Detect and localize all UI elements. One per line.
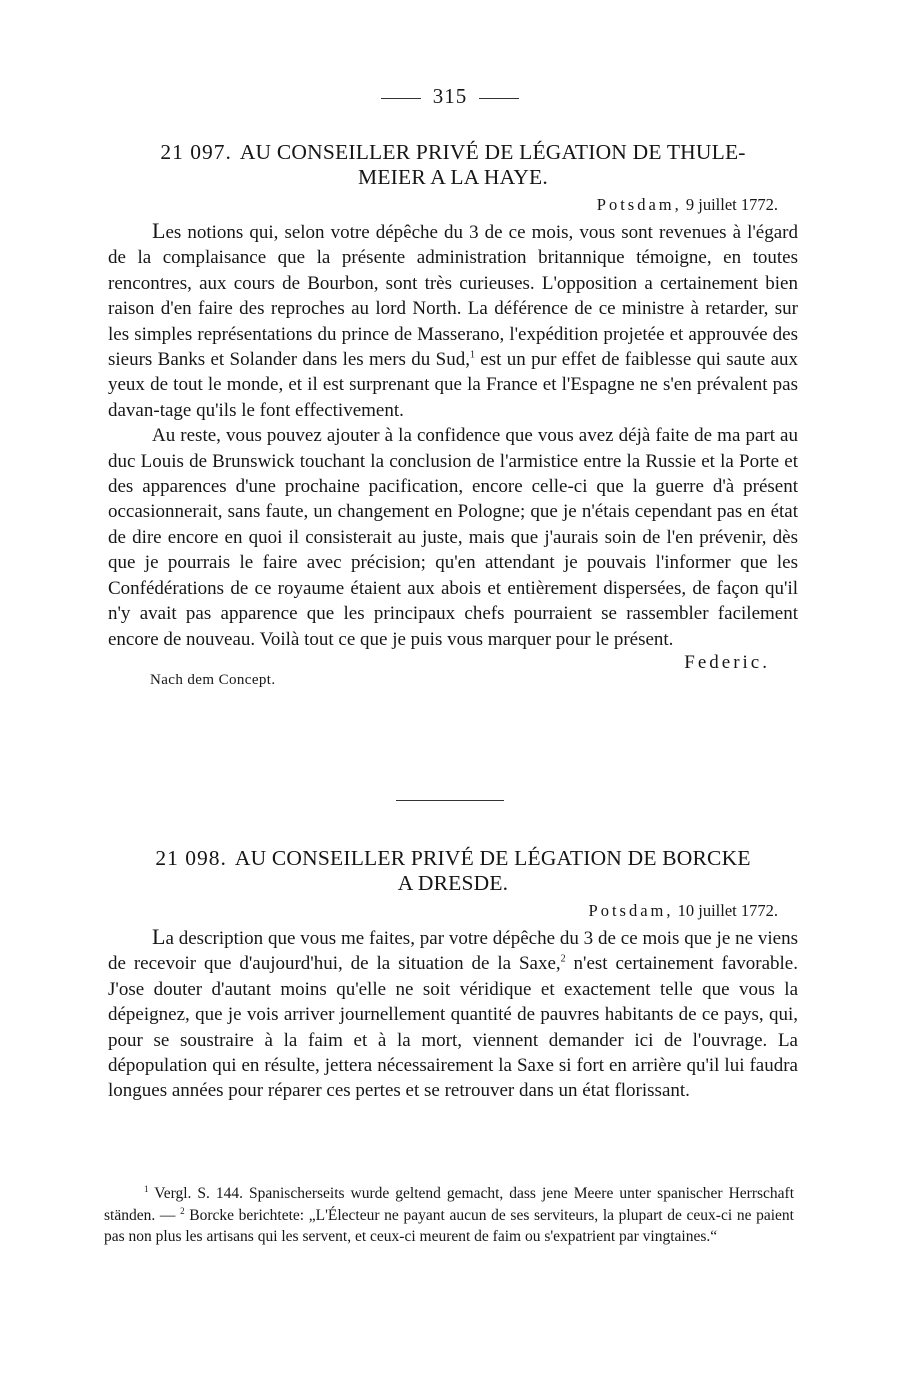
letter-heading bbox=[108, 846, 798, 896]
page-number: 315 bbox=[432, 84, 468, 108]
letter-heading bbox=[108, 140, 798, 190]
paragraph-text: est un pur effet de faiblesse qui saute aux yeux de tout le monde, et il est surprenant que la France et l'Espagne ne s'en prévalent pas davan-tage qu'ils le font effectivement. bbox=[108, 349, 799, 421]
heading-line-1: AU CONSEILLER PRIVÉ DE LÉGATION DE BORCKE bbox=[234, 846, 751, 870]
dateline-place: Potsdam, bbox=[588, 901, 674, 920]
initial-letter: L bbox=[152, 218, 166, 243]
letter-body bbox=[108, 218, 798, 652]
paragraph bbox=[108, 218, 798, 423]
signature: Federic. bbox=[684, 651, 770, 673]
signature-row bbox=[108, 652, 798, 700]
footnote-1: Vergl. S. 144. Spanischerseits wurde geltend gemacht, dass jene Meere unter spanischer Herrschaft ständen. — bbox=[104, 1185, 794, 1224]
dateline bbox=[108, 900, 798, 922]
source-note: Nach dem Concept. bbox=[150, 671, 276, 688]
header-dash-left bbox=[381, 98, 421, 99]
footnotes bbox=[104, 1183, 794, 1248]
footnote-reference: 2 bbox=[560, 954, 566, 966]
letter-separator bbox=[396, 800, 504, 801]
header-dash-right bbox=[479, 98, 519, 99]
initial-letter: L bbox=[152, 924, 166, 949]
footnote-mark: 2 bbox=[180, 1205, 185, 1216]
footnote-text bbox=[104, 1183, 794, 1248]
paragraph-text: n'est certainement favorable. J'ose douter d'autant moins qu'elle ne soit véridique et exactement telle que vous la dépeignez, que je vois arriver journellement quantité de pauvres habitants de ce pays, qui, pour se soustraire à la faim et à la mort, viennent demander ici de l'ouvrage. La dépopulation qui en résulte, jettera nécessairement la Saxe si fort en arrière qu'il lui faudra longues années pour réparer ces pertes et se retrouver dans un état florissant. bbox=[108, 953, 798, 1102]
footnote-2: Borcke berichtete: „L'Électeur ne payant aucun de ses serviteurs, la plupart de ceux-ci ne paient pas non plus les artisans qui les servent, et ceux-ci meurent de faim ou s'expatrient par vingtaines.“ bbox=[104, 1206, 794, 1245]
paragraph: Au reste, vous pouvez ajouter à la confidence que vous avez déjà faite de ma part au duc Louis de Brunswick touchant la conclusion de l'armistice entre la Russie et la Porte et des apparences d'une prochaine pacification, encore celle-ci que la guerre d'à présent occasionnerait, sans faute, un changement en Pologne; que je n'étais cependant pas en état de dire encore en quoi il consisterait au juste, mais que j'aurais soin de l'en prévenir, dès que je pourrais le faire avec précision; qu'en attendant je pouvais l'informer que les Confédérations de ce royaume étaient aux abois et entièrement dispersées, de façon qu'il n'y avait pas apparence que les principaux chefs pourraient se rassembler facilement encore de nouveau. Voilà tout ce que je puis vous marquer pour le présent. bbox=[108, 425, 798, 650]
page-header bbox=[0, 84, 900, 109]
footnote-mark: 1 bbox=[144, 1183, 149, 1194]
letter-21098 bbox=[108, 846, 798, 1104]
dateline-date: 9 juillet 1772. bbox=[685, 195, 778, 214]
dateline-place: Potsdam, bbox=[596, 195, 682, 214]
paragraph-text: a description que vous me faites, par votre dépêche du 3 de ce mois que je ne viens de recevoir que d'aujourd'hui, de la situation de la Saxe, bbox=[108, 928, 798, 975]
letter-body bbox=[108, 924, 798, 1104]
letter-21097 bbox=[108, 140, 798, 700]
heading-line-2: MEIER A LA HAYE. bbox=[358, 165, 548, 189]
heading-line-1: AU CONSEILLER PRIVÉ DE LÉGATION DE THULE- bbox=[239, 140, 746, 164]
heading-line-2: A DRESDE. bbox=[397, 871, 509, 895]
letter-number: 21 097. bbox=[160, 140, 232, 164]
dateline bbox=[108, 194, 798, 216]
paragraph bbox=[108, 924, 798, 1104]
footnote-reference: 1 bbox=[469, 349, 475, 361]
paragraph-text: es notions qui, selon votre dépêche du 3 de ce mois, vous sont revenues à l'égard de la complaisance que la présente administration britannique témoigne, en toutes rencontres, aux cours de Bourbon, sont très curieuses. L'opposition a certainement bien raison d'en faire des reproches au lord North. La déférence de ce ministre à retarder, sur les simples représentations du prince de Masserano, l'expédition projetée et approuvée des sieurs Banks et Solander dans les mers du Sud, bbox=[108, 222, 798, 371]
dateline-date: 10 juillet 1772. bbox=[677, 901, 778, 920]
letter-number: 21 098. bbox=[155, 846, 227, 870]
